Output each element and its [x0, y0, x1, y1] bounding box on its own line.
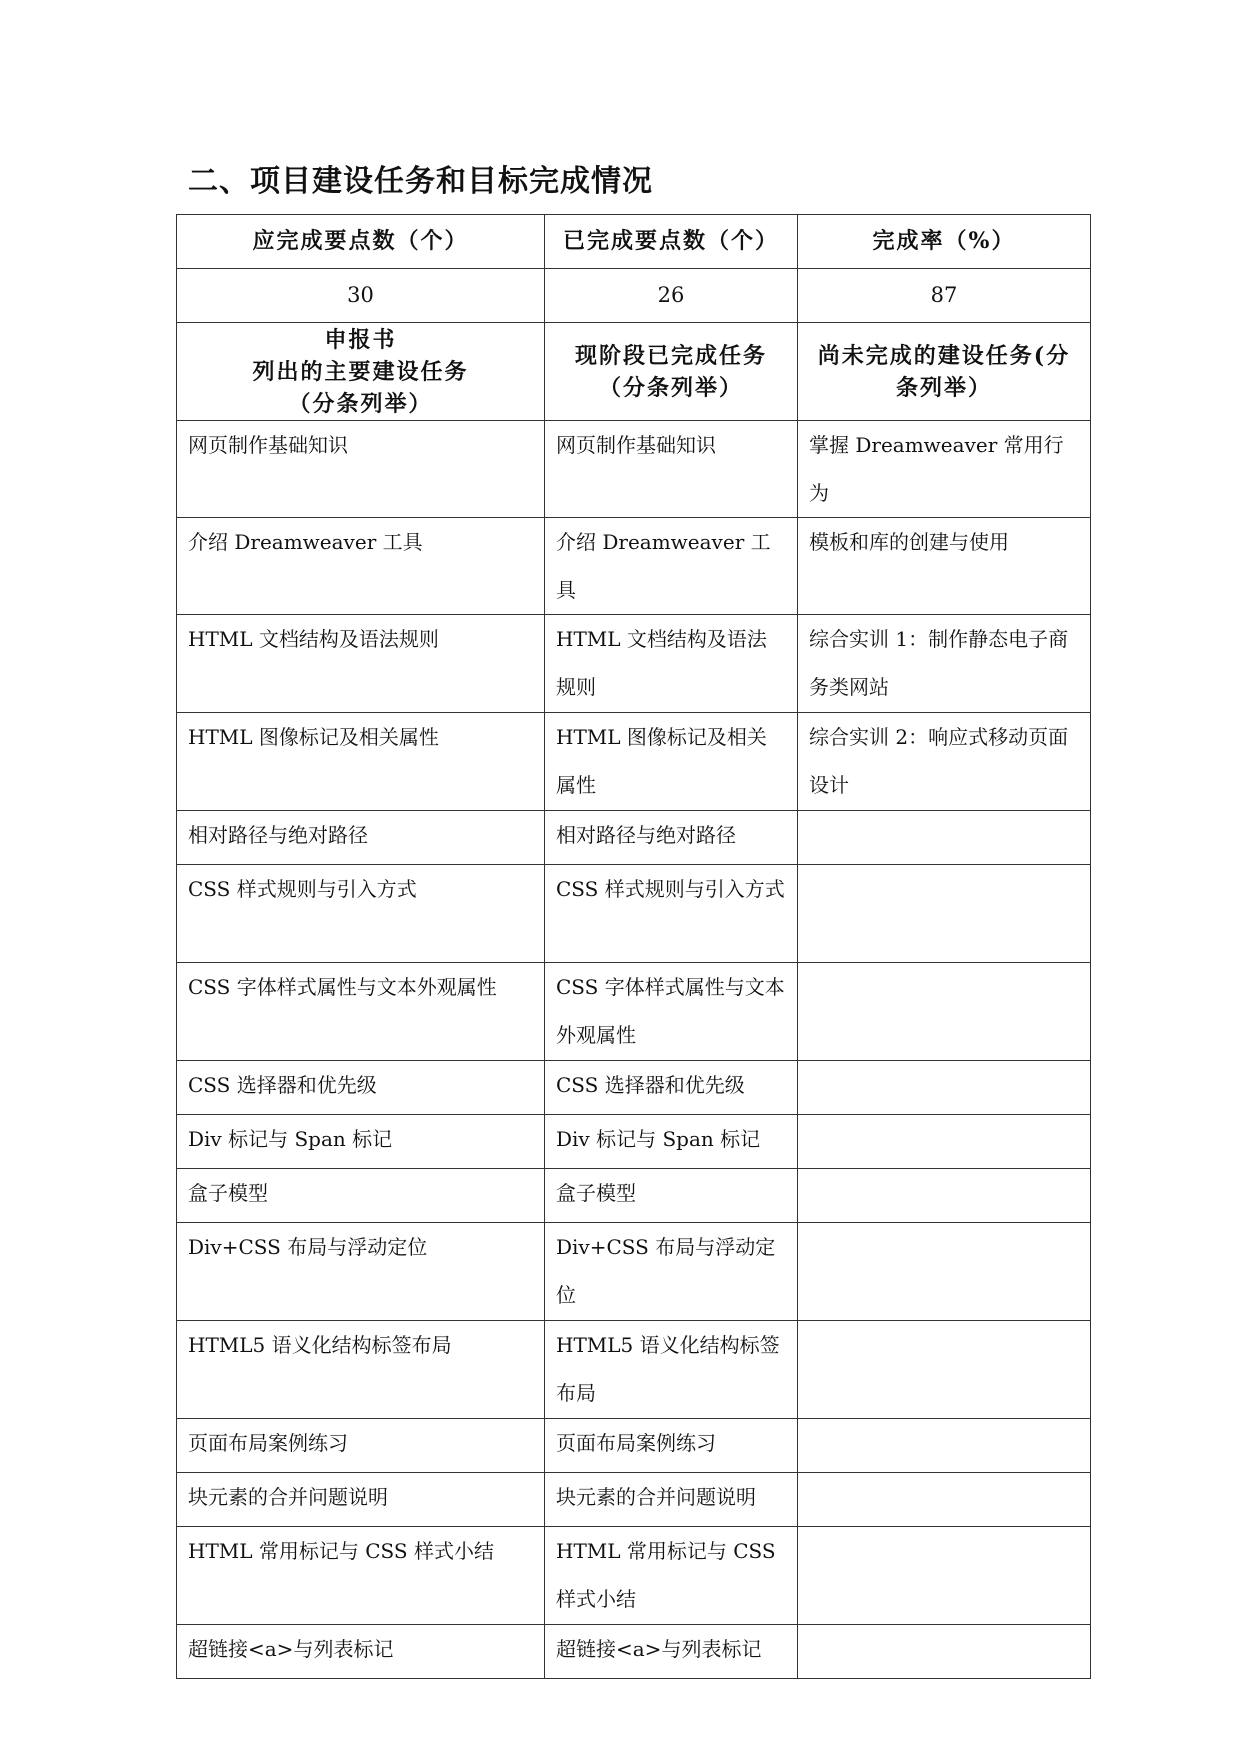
- planned-task-cell: CSS 字体样式属性与文本外观属性: [177, 963, 545, 1061]
- planned-task-cell: CSS 选择器和优先级: [177, 1061, 545, 1115]
- header-completed-line-1: 现阶段已完成任务: [574, 342, 767, 369]
- table-row: [177, 1115, 1091, 1169]
- completed-task-cell: Div+CSS 布局与浮动定位: [545, 1223, 798, 1321]
- header-completed-tasks: [545, 323, 798, 421]
- value-completed-points: 26: [545, 269, 798, 323]
- unfinished-task-cell: [798, 1223, 1091, 1321]
- completed-task-cell: Div 标记与 Span 标记: [545, 1115, 798, 1169]
- planned-task-cell: HTML 常用标记与 CSS 样式小结: [177, 1527, 545, 1625]
- unfinished-task-cell: [798, 1473, 1091, 1527]
- unfinished-task-cell: [798, 1419, 1091, 1473]
- table-row: [177, 963, 1091, 1061]
- completed-task-cell: HTML 图像标记及相关属性: [545, 713, 798, 811]
- completed-task-cell: 块元素的合并问题说明: [545, 1473, 798, 1527]
- planned-task-cell: 块元素的合并问题说明: [177, 1473, 545, 1527]
- planned-task-cell: HTML5 语义化结构标签布局: [177, 1321, 545, 1419]
- unfinished-task-cell: [798, 1169, 1091, 1223]
- completed-task-cell: 盒子模型: [545, 1169, 798, 1223]
- table-row: [177, 1527, 1091, 1625]
- unfinished-task-cell: [798, 963, 1091, 1061]
- table-body: [177, 215, 1091, 1679]
- header-completed-line-2: （分条列举）: [598, 374, 743, 401]
- value-required-points: 30: [177, 269, 545, 323]
- planned-task-cell: HTML 文档结构及语法规则: [177, 615, 545, 713]
- header-planned-line-3: （分条列举）: [288, 390, 433, 417]
- header-completion-rate: 完成率（%）: [798, 215, 1091, 269]
- table-row: [177, 1321, 1091, 1419]
- table-row: [177, 421, 1091, 518]
- unfinished-task-cell: [798, 1527, 1091, 1625]
- header-planned-line-1: 申报书: [324, 326, 397, 353]
- planned-task-cell: Div+CSS 布局与浮动定位: [177, 1223, 545, 1321]
- table-row: [177, 1061, 1091, 1115]
- summary-header-row: [177, 215, 1091, 269]
- unfinished-task-cell: [798, 811, 1091, 865]
- header-required-points: 应完成要点数（个）: [177, 215, 545, 269]
- summary-value-row: [177, 269, 1091, 323]
- completed-task-cell: CSS 字体样式属性与文本外观属性: [545, 963, 798, 1061]
- table-row: [177, 1169, 1091, 1223]
- unfinished-task-cell: 综合实训 1：制作静态电子商务类网站: [798, 615, 1091, 713]
- completed-task-cell: CSS 选择器和优先级: [545, 1061, 798, 1115]
- planned-task-cell: HTML 图像标记及相关属性: [177, 713, 545, 811]
- unfinished-task-cell: [798, 1061, 1091, 1115]
- unfinished-task-cell: 掌握 Dreamweaver 常用行为: [798, 421, 1091, 518]
- planned-task-cell: 页面布局案例练习: [177, 1419, 545, 1473]
- completed-task-cell: 网页制作基础知识: [545, 421, 798, 518]
- completed-task-cell: 页面布局案例练习: [545, 1419, 798, 1473]
- unfinished-task-cell: 综合实训 2：响应式移动页面设计: [798, 713, 1091, 811]
- planned-task-cell: 超链接<a>与列表标记: [177, 1625, 545, 1679]
- table-row: [177, 1223, 1091, 1321]
- unfinished-task-cell: [798, 1625, 1091, 1679]
- table-row: [177, 1625, 1091, 1679]
- section-title: 二、项目建设任务和目标完成情况: [188, 164, 653, 199]
- unfinished-task-cell: 模板和库的创建与使用: [798, 518, 1091, 615]
- header-unfinished-line-2: 条列举）: [895, 374, 992, 401]
- value-completion-rate: 87: [798, 269, 1091, 323]
- table-row: [177, 1419, 1091, 1473]
- unfinished-task-cell: [798, 1115, 1091, 1169]
- table-row: [177, 811, 1091, 865]
- completed-task-cell: HTML 文档结构及语法规则: [545, 615, 798, 713]
- completed-task-cell: CSS 样式规则与引入方式: [545, 865, 798, 963]
- completed-task-cell: HTML5 语义化结构标签布局: [545, 1321, 798, 1419]
- planned-task-cell: CSS 样式规则与引入方式: [177, 865, 545, 963]
- table-row: [177, 713, 1091, 811]
- planned-task-cell: 介绍 Dreamweaver 工具: [177, 518, 545, 615]
- planned-task-cell: 网页制作基础知识: [177, 421, 545, 518]
- planned-task-cell: Div 标记与 Span 标记: [177, 1115, 545, 1169]
- unfinished-task-cell: [798, 1321, 1091, 1419]
- table-row: [177, 1473, 1091, 1527]
- unfinished-task-cell: [798, 865, 1091, 963]
- header-unfinished-line-1: 尚未完成的建设任务(分: [817, 342, 1071, 369]
- task-completion-table: [176, 214, 1091, 1679]
- planned-task-cell: 相对路径与绝对路径: [177, 811, 545, 865]
- header-unfinished-tasks: [798, 323, 1091, 421]
- task-header-row: [177, 323, 1091, 421]
- header-completed-points: 已完成要点数（个）: [545, 215, 798, 269]
- header-planned-line-2: 列出的主要建设任务: [252, 358, 469, 385]
- header-planned-tasks: [177, 323, 545, 421]
- table-row: [177, 518, 1091, 615]
- completed-task-cell: 相对路径与绝对路径: [545, 811, 798, 865]
- table-row: [177, 865, 1091, 963]
- completed-task-cell: 介绍 Dreamweaver 工具: [545, 518, 798, 615]
- completed-task-cell: 超链接<a>与列表标记: [545, 1625, 798, 1679]
- table-row: [177, 615, 1091, 713]
- planned-task-cell: 盒子模型: [177, 1169, 545, 1223]
- completed-task-cell: HTML 常用标记与 CSS 样式小结: [545, 1527, 798, 1625]
